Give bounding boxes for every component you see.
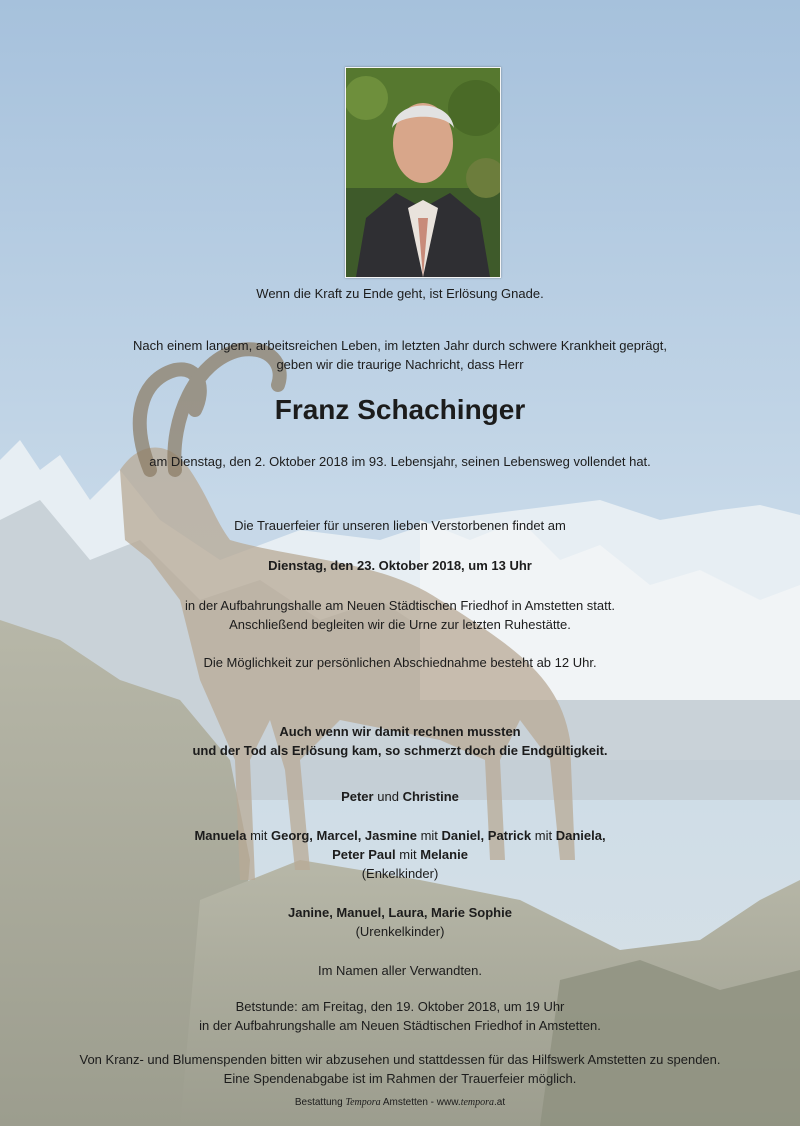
conjunction: und <box>377 789 399 804</box>
quote-line-1: Auch wenn wir damit rechnen mussten <box>279 724 521 739</box>
motto-text: Wenn die Kraft zu Ende geht, ist Erlösung Gnade. <box>256 286 544 301</box>
funeral-home-logo: Tempora <box>345 1097 381 1108</box>
intro-line-1: Nach einem langem, arbeitsreichen Leben, im letzten Jahr durch schwere Krankheit geprägt, <box>132 338 667 353</box>
ceremony-intro: Die Trauerfeier für unseren lieben Verstorbenen findet am <box>234 518 566 533</box>
conjunction: mit <box>399 847 417 862</box>
great-grandchildren-label: (Urenkelkinder) <box>355 924 445 939</box>
ceremony-date: Dienstag, den 23. Oktober 2018, um 13 Uhr <box>268 558 532 573</box>
prayer-line-2: in der Aufbahrungshalle am Neuen Städtischen Friedhof in Amstetten. <box>199 1018 601 1033</box>
ceremony-location-1: in der Aufbahrungshalle am Neuen Städtischen Friedhof in Amstetten statt. <box>185 598 615 613</box>
children-line <box>0 787 800 806</box>
footer-url-brand: tempora <box>460 1097 495 1108</box>
footer-middle: Amstetten - www. <box>382 1097 461 1108</box>
donations-line-1: Von Kranz- und Blumenspenden bitten wir abzusehen und stattdessen für das Hilfswerk Amstetten zu spenden. <box>79 1052 721 1067</box>
great-grandchildren-names: Janine, Manuel, Laura, Marie Sophie <box>288 905 512 920</box>
grandchild-name: Georg, Marcel, Jasmine <box>271 828 417 843</box>
footer-suffix: .at <box>494 1097 506 1108</box>
conjunction: mit <box>416 828 442 843</box>
grandchild-name: Manuela <box>194 828 247 843</box>
grandchildren-label: (Enkelkinder) <box>361 866 439 881</box>
grandchild-name: Peter Paul <box>332 847 396 862</box>
grandchildren-line-1 <box>0 826 800 845</box>
deceased-name: Franz Schachinger <box>274 394 526 425</box>
grandchild-name: Daniel, Patrick <box>441 828 532 843</box>
funeral-home-footer <box>0 1096 800 1110</box>
prayer-line-1: Betstunde: am Freitag, den 19. Oktober 2018, um 19 Uhr <box>235 999 565 1014</box>
death-announcement: am Dienstag, den 2. Oktober 2018 im 93. Lebensjahr, seinen Lebensweg vollendet hat. <box>149 454 651 469</box>
quote-line-2: und der Tod als Erlösung kam, so schmerzt doch die Endgültigkeit. <box>192 743 608 758</box>
ceremony-location-2: Anschließend begleiten wir die Urne zur letzten Ruhestätte. <box>229 617 571 632</box>
relatives-line: Im Namen aller Verwandten. <box>317 963 483 978</box>
conjunction: mit <box>531 828 556 843</box>
conjunction: mit <box>246 828 272 843</box>
child-name: Peter <box>341 789 374 804</box>
grandchild-name: Melanie <box>420 847 468 862</box>
grandchildren-line-2 <box>0 845 800 864</box>
grandchild-name: Daniela, <box>555 828 606 843</box>
deceased-portrait-photo <box>345 67 501 278</box>
child-name: Christine <box>402 789 459 804</box>
intro-line-2: geben wir die traurige Nachricht, dass Herr <box>276 357 524 372</box>
farewell-info: Die Möglichkeit zur persönlichen Abschiednahme besteht ab 12 Uhr. <box>203 655 597 670</box>
donations-line-2: Eine Spendenabgabe ist im Rahmen der Trauerfeier möglich. <box>223 1071 577 1086</box>
footer-prefix: Bestattung <box>294 1097 343 1108</box>
